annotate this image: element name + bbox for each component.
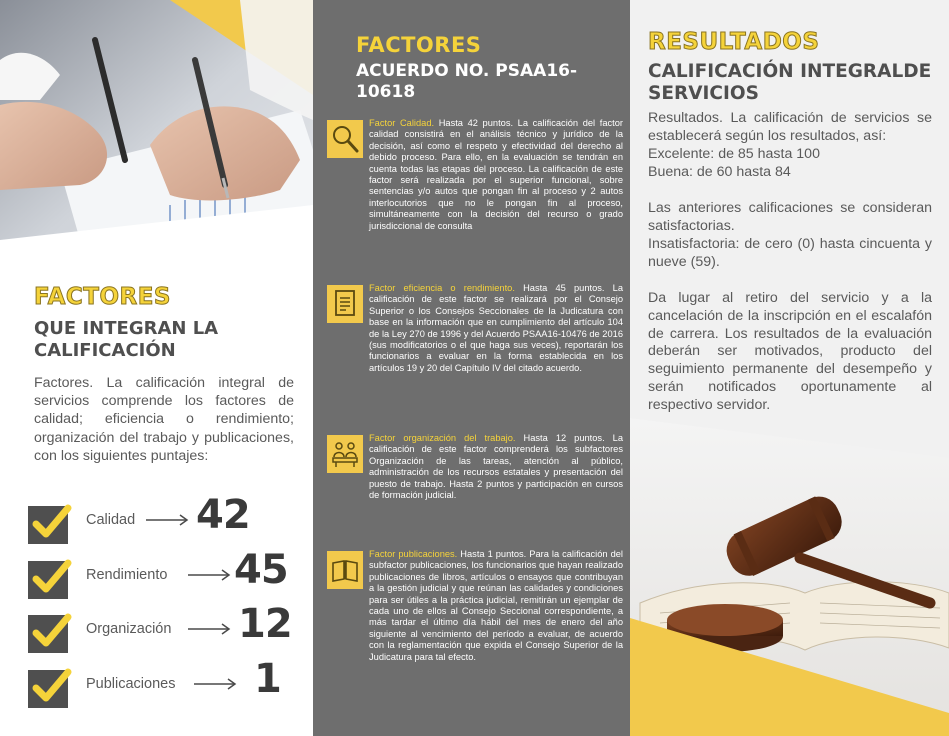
factor-heading: Factor organización del trabajo. bbox=[369, 433, 516, 443]
factor-heading: Factor publicaciones. bbox=[369, 549, 458, 559]
factor-description bbox=[369, 549, 623, 663]
right-panel bbox=[630, 0, 949, 736]
right-title: RESULTADOS bbox=[648, 29, 820, 55]
factor-body: Hasta 42 puntos. La calificación del factor calidad consistirá en el análisis técnico y jurídico de la decisión, así como el respeto y efectividad del derecho al debido proceso. Para ello, en la evaluación se tendrán en cuenta todas las etapas del proceso. La calificación de este factor será realizada por el superior funcional, sobre sentencias y/o autos que pongan fin al proceso y 2 autos interlocutorios que no le pongan fin al proceso, simultáneamente con la decisión del recurso o grado jurisdiccional de consulta bbox=[369, 118, 623, 231]
gavel-on-book-photo bbox=[630, 418, 949, 736]
factor-body: Hasta 45 puntos. La calificación de este factor se realizará por el Consejo Superior o los Consejos Seccionales de la Judicatura con base en la información que en cumplimiento del artículo 104 de la Ley 270 de 1996 y del Acuerdo PSAA16-10476 de 2016 (sus modificatorios o el que haga sus veces), reportarán los funcionarios a evaluar en la forma establecida en los artículos 19 y 20 del Capítulo IV del citado acuerdo. bbox=[369, 283, 623, 373]
result-buena: Buena: de 60 hasta 84 bbox=[648, 164, 791, 180]
left-subtitle: QUE INTEGRAN LA CALIFICACIÓN bbox=[34, 318, 219, 361]
result-excelente: Excelente: de 85 hasta 100 bbox=[648, 146, 820, 162]
office-people-icon bbox=[327, 435, 363, 473]
left-panel bbox=[0, 0, 313, 736]
open-book-icon bbox=[327, 551, 363, 589]
checkbox-check-icon bbox=[28, 666, 72, 708]
checkbox-check-icon bbox=[28, 611, 72, 653]
arrow-right-icon bbox=[188, 568, 232, 582]
factor-organizacion bbox=[327, 435, 623, 530]
factor-body: Hasta 12 puntos. La calificación de este factor comprenderá los subfactores Organización de las tareas, atención al público, administración de los recursos estatales y presentación del puesto de trabajo. Hasta 2 puntos y participación en cursos de formación judicial. bbox=[369, 433, 624, 501]
score-value: 42 bbox=[196, 492, 250, 538]
middle-title: FACTORES bbox=[356, 33, 482, 57]
factor-heading: Factor eficiencia o rendimiento. bbox=[369, 283, 515, 293]
factor-description bbox=[369, 118, 623, 232]
results-satisfactory-note: Las anteriores calificaciones se consideran satisfactorias. bbox=[648, 200, 932, 234]
results-intro: Resultados. La calificación de servicios se establecerá según los resultados, así: bbox=[648, 110, 932, 144]
hands-writing-photo bbox=[0, 0, 313, 275]
factor-description bbox=[369, 433, 623, 501]
arrow-right-icon bbox=[188, 622, 232, 636]
factor-eficiencia bbox=[327, 285, 623, 420]
left-title: FACTORES bbox=[34, 284, 171, 310]
score-value: 12 bbox=[238, 601, 292, 647]
arrow-right-icon bbox=[146, 513, 190, 527]
right-subtitle: CALIFICACIÓN INTEGRALDE SERVICIOS bbox=[648, 61, 932, 104]
factor-calidad bbox=[327, 120, 623, 270]
score-value: 45 bbox=[234, 547, 288, 593]
checkbox-check-icon bbox=[28, 502, 72, 544]
factor-publicaciones bbox=[327, 551, 623, 731]
factor-body: Hasta 1 puntos. Para la calificación del subfactor publicaciones, los funcionarios que hayan realizado publicaciones de libros, artículos o ensayos que contribuyan a la gestión judicial y que reúnan las calidades y condiciones para ser útiles a la práctica judicial, remitirán un ejemplar de cada uno de ellos al Consejo Seccional correspondiente, a más tardar el último día hábil del mes de enero del año siguiente al vencimiento del período a evaluar, de acuerdo con la reglamentación que expida el Consejo Superior de la Judicatura para tal efecto. bbox=[369, 549, 623, 662]
factor-heading: Factor Calidad. bbox=[369, 118, 435, 128]
score-label: Calidad bbox=[86, 512, 136, 528]
score-label: Publicaciones bbox=[86, 676, 176, 692]
left-intro-text: Factores. La calificación integral de servicios comprende los factores de calidad; eficiencia o rendimiento; organización del trabajo y publicaciones, con los siguientes puntajes: bbox=[34, 375, 294, 464]
score-row-calidad bbox=[28, 492, 308, 548]
result-insatisfactoria: Insatisfactoria: de cero (0) hasta cincuenta y nueve (59). bbox=[648, 236, 932, 270]
score-row-organizacion bbox=[28, 601, 308, 657]
score-label: Organización bbox=[86, 621, 172, 637]
middle-panel bbox=[313, 0, 630, 736]
results-consequences: Da lugar al retiro del servicio y a la cancelación de la inscripción en el escalafón de carrera. Los resultados de la evaluación deberán ser motivados, producto del seguimiento permanente del desempeño y serán notificados oportunamente al respectivo servidor. bbox=[648, 290, 932, 413]
magnifier-icon bbox=[327, 120, 363, 158]
score-value: 1 bbox=[254, 656, 281, 702]
arrow-right-icon bbox=[194, 677, 238, 691]
score-row-rendimiento bbox=[28, 547, 308, 603]
checkbox-check-icon bbox=[28, 557, 72, 599]
middle-subtitle: ACUERDO NO. PSAA16-10618 bbox=[356, 61, 578, 102]
factor-description bbox=[369, 283, 623, 374]
document-icon bbox=[327, 285, 363, 323]
score-label: Rendimiento bbox=[86, 567, 168, 583]
score-row-publicaciones bbox=[28, 656, 308, 712]
